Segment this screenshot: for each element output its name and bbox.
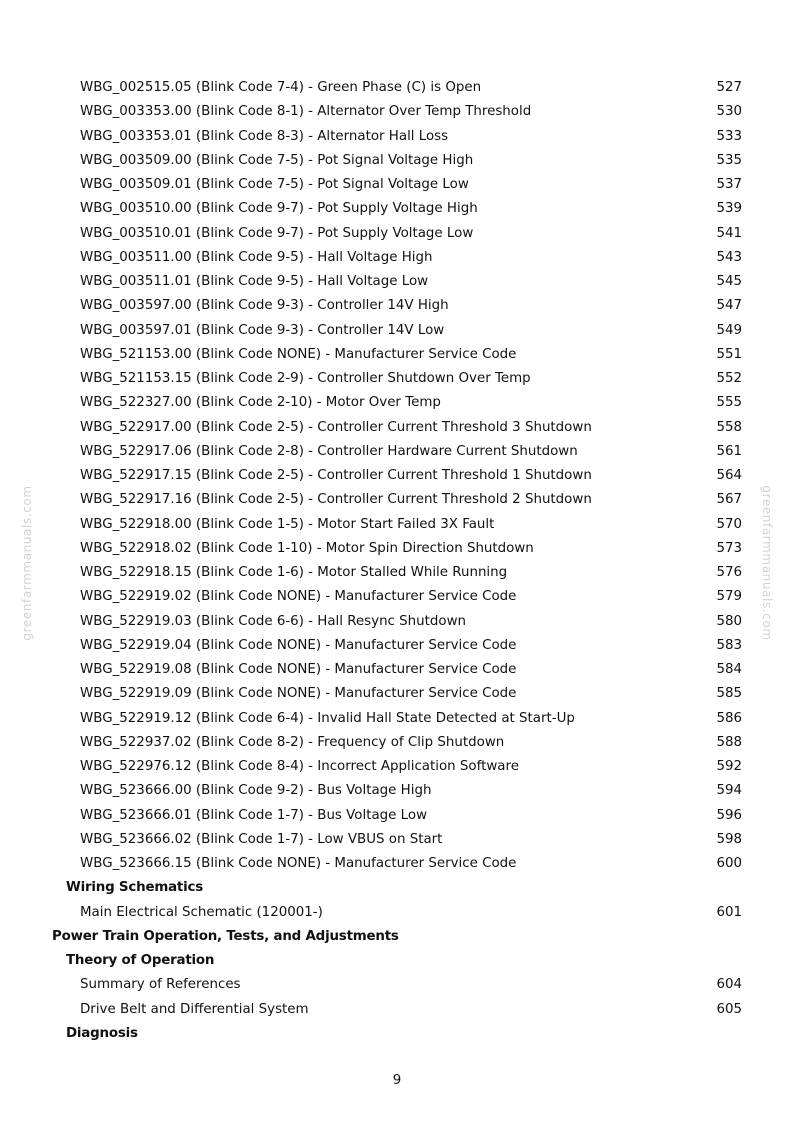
toc-entry[interactable] (0, 585, 794, 609)
page-number: 9 (392, 1073, 402, 1088)
toc-entry[interactable] (0, 731, 794, 755)
toc-entry-page-number: 598 (716, 831, 742, 847)
toc-entry[interactable] (0, 270, 794, 294)
toc-entry-page-number: 537 (716, 177, 742, 192)
toc-entry-title: WBG_522919.03 (Blink Code 6-6) - Hall Resync Shutdown (80, 613, 467, 629)
toc-entry-page-number: 583 (716, 637, 742, 653)
toc-section-heading[interactable] (0, 1022, 794, 1046)
toc-entry[interactable] (0, 391, 794, 415)
toc-entry-title: WBG_003509.00 (Blink Code 7-5) - Pot Signal Voltage High (80, 152, 474, 168)
toc-entry-page-number: 545 (716, 274, 742, 289)
toc-entry[interactable] (0, 610, 794, 634)
toc-entry-page-number: 604 (716, 977, 742, 993)
toc-entry-title: WBG_003511.01 (Blink Code 9-5) - Hall Voltage Low (80, 274, 429, 289)
toc-entry-page-number: 533 (716, 128, 742, 144)
toc-entry-title: WBG_521153.15 (Blink Code 2-9) - Controller Shutdown Over Temp (80, 371, 531, 386)
toc-entry-page-number: 530 (716, 104, 742, 120)
toc-entry-title: WBG_002515.05 (Blink Code 7-4) - Green Phase (C) is Open (80, 80, 482, 95)
toc-entry-page-number: 579 (716, 589, 742, 605)
toc-entry-page-number: 543 (716, 249, 742, 265)
toc-entry-page-number: 551 (716, 346, 742, 362)
toc-entry-page-number: 535 (716, 152, 742, 168)
toc-entry[interactable] (0, 294, 794, 318)
toc-entry[interactable] (0, 513, 794, 537)
toc-heading-title: Theory of Operation (66, 953, 215, 968)
watermark-right: greenfarmmanuals.com (760, 485, 774, 641)
toc-entry-title: WBG_522919.09 (Blink Code NONE) - Manufacturer Service Code (80, 686, 517, 702)
toc-entry-title: WBG_523666.00 (Blink Code 9-2) - Bus Voltage High (80, 783, 432, 799)
toc-entry-page-number: 570 (716, 516, 742, 532)
toc-entry-page-number: 564 (716, 468, 742, 483)
toc-entry-title: WBG_522917.00 (Blink Code 2-5) - Controller Current Threshold 3 Shutdown (80, 419, 592, 435)
toc-entry[interactable] (0, 125, 794, 149)
toc-entry[interactable] (0, 197, 794, 221)
toc-entry[interactable] (0, 488, 794, 512)
toc-entry-title: WBG_523666.02 (Blink Code 1-7) - Low VBUS on Start (80, 831, 443, 847)
toc-entry-page-number: 580 (716, 613, 742, 629)
toc-entry-page-number: 547 (716, 298, 742, 314)
toc-entry-title: Main Electrical Schematic (120001-) (80, 904, 323, 920)
toc-entry-page-number: 576 (716, 565, 742, 580)
toc-entry[interactable] (0, 755, 794, 779)
toc-entry-title: WBG_522918.15 (Blink Code 1-6) - Motor Stalled While Running (80, 565, 508, 580)
toc-entry-page-number: 539 (716, 201, 742, 217)
toc-entry[interactable] (0, 440, 794, 464)
toc-entry-title: WBG_522976.12 (Blink Code 8-4) - Incorrect Application Software (80, 759, 519, 774)
toc-entry[interactable] (0, 852, 794, 876)
toc-entry-title: WBG_522919.04 (Blink Code NONE) - Manufacturer Service Code (80, 637, 517, 653)
toc-entry-title: WBG_003511.00 (Blink Code 9-5) - Hall Voltage High (80, 249, 433, 265)
toc-entry-title: WBG_003509.01 (Blink Code 7-5) - Pot Signal Voltage Low (80, 177, 469, 192)
toc-entry-title: WBG_003510.01 (Blink Code 9-7) - Pot Supply Voltage Low (80, 225, 474, 241)
toc-entry-title: WBG_003353.01 (Blink Code 8-3) - Alternator Hall Loss (80, 128, 449, 144)
toc-entry-title: WBG_522919.08 (Blink Code NONE) - Manufacturer Service Code (80, 662, 517, 677)
toc-entry-page-number: 549 (716, 322, 742, 338)
toc-entry-page-number: 601 (716, 904, 742, 920)
toc-entry[interactable] (0, 246, 794, 270)
toc-entry-title: WBG_003597.01 (Blink Code 9-3) - Controller 14V Low (80, 322, 445, 338)
toc-entry[interactable] (0, 828, 794, 852)
toc-entry-title: WBG_522918.00 (Blink Code 1-5) - Motor Start Failed 3X Fault (80, 516, 495, 532)
toc-entry[interactable] (0, 561, 794, 585)
toc-entry[interactable] (0, 973, 794, 997)
toc-entry[interactable] (0, 682, 794, 706)
toc-entry-page-number: 558 (716, 419, 742, 435)
table-of-contents (0, 76, 794, 1046)
toc-entry[interactable] (0, 658, 794, 682)
toc-entry-title: WBG_522917.16 (Blink Code 2-5) - Controller Current Threshold 2 Shutdown (80, 492, 592, 508)
toc-entry-page-number: 584 (716, 662, 742, 677)
toc-entry-page-number: 567 (716, 492, 742, 508)
toc-entry[interactable] (0, 173, 794, 197)
toc-entry[interactable] (0, 464, 794, 488)
toc-entry[interactable] (0, 804, 794, 828)
toc-entry-title: WBG_521153.00 (Blink Code NONE) - Manufacturer Service Code (80, 346, 517, 362)
toc-entry-title: WBG_522917.15 (Blink Code 2-5) - Controller Current Threshold 1 Shutdown (80, 468, 592, 483)
toc-entry-title: Summary of References (80, 977, 241, 993)
toc-entry-title: WBG_003353.00 (Blink Code 8-1) - Alternator Over Temp Threshold (80, 104, 532, 120)
toc-entry-title: WBG_523666.15 (Blink Code NONE) - Manufacturer Service Code (80, 856, 517, 871)
toc-section-heading[interactable] (0, 925, 794, 949)
toc-entry-title: WBG_522917.06 (Blink Code 2-8) - Controller Hardware Current Shutdown (80, 443, 578, 459)
toc-entry[interactable] (0, 998, 794, 1022)
toc-entry[interactable] (0, 222, 794, 246)
toc-entry-title: Drive Belt and Differential System (80, 1001, 309, 1017)
toc-entry[interactable] (0, 100, 794, 124)
toc-entry[interactable] (0, 367, 794, 391)
toc-entry[interactable] (0, 416, 794, 440)
toc-entry-title: WBG_522919.12 (Blink Code 6-4) - Invalid Hall State Detected at Start-Up (80, 710, 575, 726)
toc-section-heading[interactable] (0, 876, 794, 900)
toc-entry-page-number: 561 (716, 443, 742, 459)
toc-entry[interactable] (0, 343, 794, 367)
toc-section-heading[interactable] (0, 949, 794, 973)
toc-entry[interactable] (0, 779, 794, 803)
toc-entry-page-number: 527 (716, 80, 742, 95)
toc-entry[interactable] (0, 149, 794, 173)
toc-entry-page-number: 605 (716, 1001, 742, 1017)
toc-entry-title: WBG_003597.00 (Blink Code 9-3) - Controller 14V High (80, 298, 449, 314)
toc-entry-page-number: 592 (716, 759, 742, 774)
toc-entry-page-number: 596 (716, 807, 742, 823)
toc-entry-title: WBG_003510.00 (Blink Code 9-7) - Pot Supply Voltage High (80, 201, 478, 217)
toc-entry-title: WBG_522937.02 (Blink Code 8-2) - Frequency of Clip Shutdown (80, 734, 505, 750)
toc-heading-title: Power Train Operation, Tests, and Adjustments (52, 928, 399, 944)
toc-entry-page-number: 552 (716, 371, 742, 386)
toc-entry[interactable] (0, 319, 794, 343)
toc-entry-page-number: 555 (716, 395, 742, 411)
toc-entry-page-number: 588 (716, 734, 742, 750)
toc-entry-title: WBG_522918.02 (Blink Code 1-10) - Motor Spin Direction Shutdown (80, 540, 534, 556)
toc-entry[interactable] (0, 634, 794, 658)
toc-entry[interactable] (0, 707, 794, 731)
toc-heading-title: Wiring Schematics (66, 880, 204, 896)
watermark-left: greenfarmmanuals.com (20, 485, 34, 641)
toc-entry-page-number: 573 (716, 540, 742, 556)
toc-entry[interactable] (0, 901, 794, 925)
toc-entry-page-number: 600 (716, 856, 742, 871)
toc-entry[interactable] (0, 76, 794, 100)
toc-entry[interactable] (0, 537, 794, 561)
toc-entry-page-number: 585 (716, 686, 742, 702)
toc-entry-page-number: 541 (716, 225, 742, 241)
toc-entry-title: WBG_522919.02 (Blink Code NONE) - Manufacturer Service Code (80, 589, 517, 605)
toc-entry-title: WBG_523666.01 (Blink Code 1-7) - Bus Voltage Low (80, 807, 428, 823)
toc-heading-title: Diagnosis (66, 1025, 138, 1041)
toc-entry-title: WBG_522327.00 (Blink Code 2-10) - Motor Over Temp (80, 395, 441, 411)
toc-entry-page-number: 594 (716, 783, 742, 799)
toc-entry-page-number: 586 (716, 710, 742, 726)
